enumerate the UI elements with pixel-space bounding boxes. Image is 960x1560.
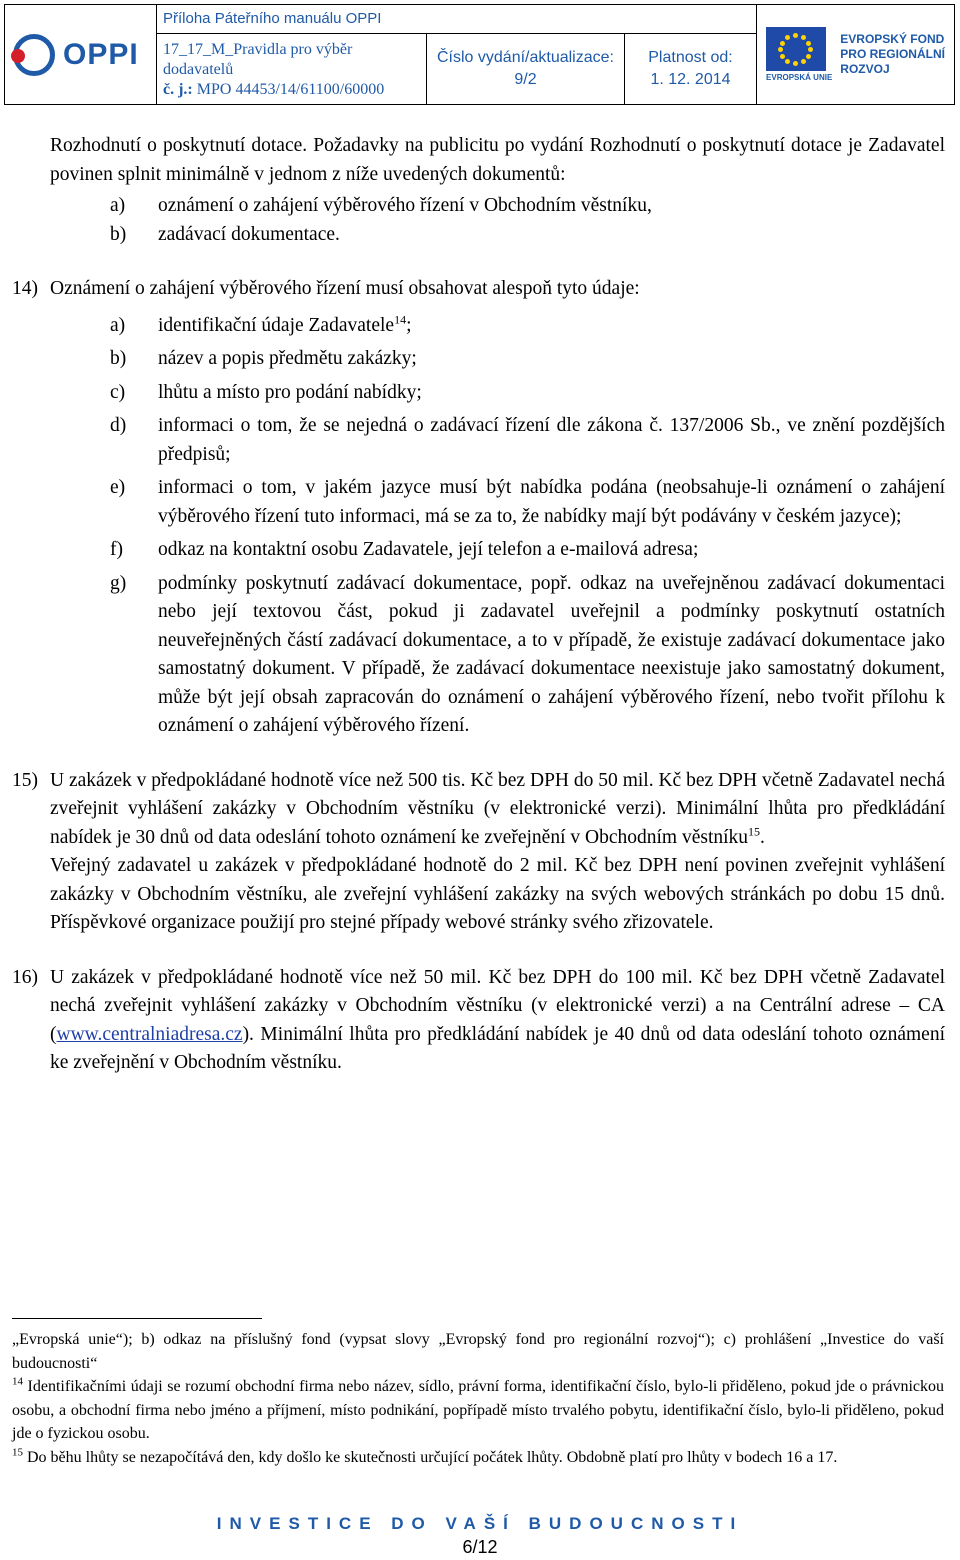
oppi-logo-text: OPPI: [63, 37, 139, 71]
header-info-cell: [157, 5, 757, 105]
issue-value: 9/2: [514, 71, 537, 88]
item-text: informaci o tom, že se nejedná o zadávací řízení dle zákona č. 137/2006 Sb., ve znění pozdějších předpisů;: [158, 415, 945, 465]
item-label: a): [110, 314, 126, 336]
list-item: [110, 570, 945, 741]
eu-logo-cell: [757, 5, 955, 105]
section-text: [50, 964, 945, 1078]
item-label: b): [110, 223, 127, 245]
item-label: e): [110, 477, 126, 498]
item-label: f): [110, 539, 123, 560]
page-number: 6/12: [462, 1537, 498, 1557]
issue-label: Číslo vydání/aktualizace:: [437, 49, 614, 66]
fund-line1: EVROPSKÝ FOND: [840, 32, 945, 46]
header-table: [4, 4, 955, 105]
section-15: [12, 767, 945, 938]
intro-paragraph: Rozhodnutí o poskytnutí dotace. Požadavky na publicitu po vydání Rozhodnutí o poskytnutí dotace je Zadavatel povinen splnit minimálně v jednom z níže uvedených dokumentů:: [50, 135, 945, 185]
fund-line2: PRO REGIONÁLNÍ: [840, 47, 945, 61]
footnotes: [12, 1328, 944, 1469]
item-text: podmínky poskytnutí zadávací dokumentace, popř. odkaz na uveřejněnou zadávací dokumentaci nebo její textovou část, pokud ji zadavatel uveřejnil a podmínky poskytnutí ostatních neuveřejněných částí zadávací dokumentace, a to v případě, že existuje zadávací dokumentace jako samostatný dokument. V případě, že zadávací dokumentace neexistuje jako samostatný dokument, může být její obsah zapracován do oznámení o zahájení výběrového řízení, nebo tvořit přílohu k oznámení o zahájení výběrového řízení.: [158, 572, 945, 736]
footnote-ref: 14: [394, 312, 407, 326]
valid-label: Platnost od:: [648, 49, 733, 66]
section-14-list: [50, 312, 945, 741]
section-number: 15): [12, 769, 38, 791]
footnote-text: Identifikačními údaji se rozumí obchodní firma nebo název, sídlo, právní forma, identifikační číslo, bylo-li přiděleno, pokud jde o právnickou osobu, a obchodní firma nebo jméno a příjmení, místo podnikání, popřípadě místo trvalého pobytu, identifikační číslo, bylo-li přiděleno, pokud jde o fyzickou osobu.: [12, 1378, 944, 1442]
valid-value: 1. 12. 2014: [650, 71, 731, 88]
footnote-continuation: „Evropská unie“); b) odkaz na příslušný fond (vypsat slovy „Evropský fond pro regionální rozvoj“); c) prohlášení „Investice do vaší budoucnosti“: [12, 1331, 944, 1372]
section-text-after: .: [760, 826, 765, 848]
validity-block: [625, 34, 756, 104]
item-label: a): [110, 195, 126, 216]
footnote-text: Do běhu lhůty se nezapočítává den, kdy došlo ke skutečnosti určující počátek lhůty. Obdobně platí pro lhůty v bodech 16 a 17.: [23, 1448, 838, 1466]
item-label: d): [110, 415, 127, 436]
issue-block: [427, 34, 625, 104]
footnote-number: 15: [12, 1446, 23, 1459]
item-text: název a popis předmětu zakázky;: [158, 348, 417, 369]
section-number: 16): [12, 966, 38, 988]
footer-motto: INVESTICE DO VAŠÍ BUDOUCNOSTI: [216, 1514, 744, 1533]
item-label: c): [110, 381, 126, 403]
section-number: 14): [12, 278, 38, 299]
eu-logo: [757, 27, 954, 82]
erdf-text: [840, 32, 945, 77]
item-text: odkaz na kontaktní osobu Zadavatele, její telefon a e-mailová adresa;: [158, 539, 699, 560]
fund-line3: ROZVOJ: [840, 62, 890, 76]
oppi-logo-cell: [5, 5, 157, 105]
item-label: g): [110, 572, 127, 594]
section-text-b: ). Minimální lhůta pro předkládání nabídek je 40 dnů od data odeslání tohoto oznámení ke zveřejnění v Obchodním věstníku.: [50, 1023, 945, 1073]
item-label: b): [110, 348, 127, 369]
oppi-logo: [5, 34, 156, 76]
item-text: oznámení o zahájení výběrového řízení v Obchodním věstníku,: [158, 195, 652, 216]
eu-flag-icon: [766, 27, 826, 71]
list-item: [110, 192, 945, 221]
item-text-main: identifikační údaje Zadavatele: [158, 314, 395, 336]
eu-flag-caption: EVROPSKÁ UNIE: [766, 73, 833, 82]
footnote-15: [12, 1446, 944, 1470]
list-item: [110, 221, 945, 250]
item-text: lhůtu a místo pro podání nabídky;: [158, 381, 422, 403]
item-text: informaci o tom, v jakém jazyce musí být nabídka podána (neobsahuje-li oznámení o zahájení výběrového řízení tuto informaci, má se za to, že nabídky mají být podávány v českém jazyce);: [158, 477, 945, 527]
doc-name-line2: dodavatelů: [163, 61, 234, 78]
section-heading: Oznámení o zahájení výběrového řízení musí obsahovat alespoň tyto údaje:: [50, 278, 640, 299]
section-text-main: U zakázek v předpokládané hodnotě více než 500 tis. Kč bez DPH do 50 mil. Kč bez DPH včetně Zadavatel nechá zveřejnit vyhlášení zakázky v Obchodním věstníku (v elektronické verzi). Minimální lhůta pro předkládání nabídek je 30 dnů od data odeslání tohoto oznámení ke zveřejnění v Obchodním věstníku: [50, 769, 945, 848]
footnote-separator: [12, 1318, 262, 1319]
document-body: [12, 132, 945, 1078]
centralni-adresa-link[interactable]: www.centralniadresa.cz: [56, 1023, 243, 1045]
list-item: [110, 412, 945, 469]
document-header: [0, 0, 960, 104]
item-text: zadávací dokumentace.: [158, 223, 340, 245]
item-text: [158, 312, 945, 341]
item-text-after: ;: [406, 314, 412, 336]
list-item: [110, 345, 945, 374]
section-14: [12, 275, 945, 741]
section-16: [12, 964, 945, 1078]
list-item: [110, 379, 945, 408]
list-item: [110, 536, 945, 565]
intro-list: [50, 192, 945, 249]
doc-name-line1: 17_17_M_Pravidla pro výběr: [163, 41, 353, 58]
annex-title: Příloha Páteřního manuálu OPPI: [157, 5, 756, 34]
footnote-number: 14: [12, 1375, 23, 1388]
footnote-14: [12, 1375, 944, 1446]
list-item: [110, 312, 945, 341]
section-text-a: U zakázek v předpokládané hodnotě více než 50 mil. Kč bez DPH do 100 mil. Kč bez DPH včetně Zadavatel nechá zveřejnit vyhlášení zakázky v Obchodním věstníku (v elektronické verzi) a na Centrální adrese – CA (: [50, 966, 945, 1045]
oppi-logo-icon: [13, 34, 55, 76]
doc-name-block: [157, 34, 427, 104]
reference-number: [163, 80, 420, 100]
section-text: [50, 767, 945, 853]
list-item: [110, 474, 945, 531]
ref-label: č. j.:: [163, 81, 193, 98]
ref-value: MPO 44453/14/61100/60000: [192, 81, 385, 98]
section-text-2: Veřejný zadavatel u zakázek v předpokládané hodnotě do 2 mil. Kč bez DPH není povinen zveřejnit vyhlášení zakázky v Obchodním věstníku, ale zveřejní vyhlášení zakázky na svých webových stránkách po dobu 15 dnů. Příspěvkové organizace použijí pro stejné případy webové stránky svého zřizovatele.: [50, 855, 945, 933]
footnote-ref: 15: [748, 824, 761, 838]
